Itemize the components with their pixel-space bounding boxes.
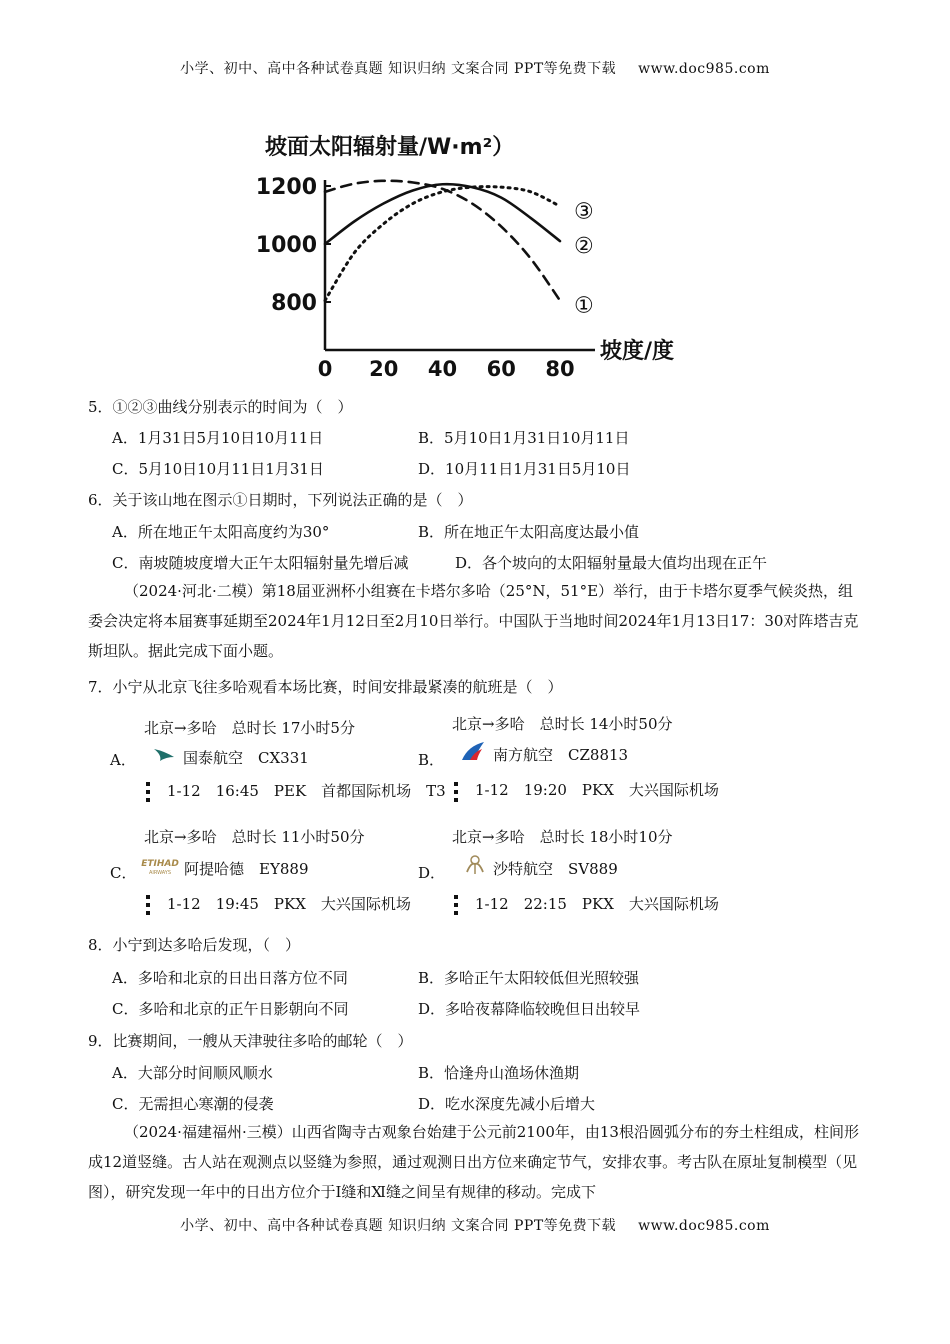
q7-stem: 7．小宁从北京飞往多哈观看本场比赛，时间安排最紧凑的航班是（ ） bbox=[88, 678, 563, 696]
y-tick-labels bbox=[256, 175, 331, 316]
q9-option-d[interactable]: D．吃水深度先减小后增大 bbox=[418, 1095, 596, 1113]
x-tick-label: 40 bbox=[427, 357, 458, 381]
q5-option-b[interactable]: B．5月10日1月31日10月11日 bbox=[418, 429, 630, 447]
q7-b-airline: 南方航空 CZ8813 bbox=[493, 746, 629, 764]
series-line-① bbox=[325, 181, 560, 301]
chart-title: 坡面太阳辐射量/W·m²） bbox=[265, 135, 515, 160]
q9-stem: 9．比赛期间，一艘从天津驶往多哈的邮轮（ ） bbox=[88, 1032, 413, 1050]
saudia-logo-icon bbox=[463, 852, 487, 876]
material-paragraph-2: （2024·福建福州·三模）山西省陶寺古观象台始建于公元前2100年，由13根沿圆弧分布的夯土柱组成，柱间形成12道竖缝。古人站在观测点以竖缝为参照，通过观测日出方位来确定节气，安排农事。考古队在原址复制模型（见图），研究发现一年中的日出方位介于Ⅰ缝和Ⅺ缝之间呈有规律的移动。完成下 bbox=[88, 1123, 859, 1201]
q7-a-detail: 1-12 16:45 PEK 首都国际机场 T3 bbox=[167, 782, 446, 800]
q5-stem: 5．①②③曲线分别表示的时间为（ ） bbox=[88, 398, 353, 416]
y-tick-label: 1000 bbox=[255, 233, 317, 258]
radiation-chart bbox=[255, 128, 695, 383]
q9-option-b[interactable]: B．恰逢舟山渔场休渔期 bbox=[418, 1064, 580, 1082]
dots-icon bbox=[454, 895, 458, 915]
q6-option-d[interactable]: D．各个坡向的太阳辐射量最大值均出现在正午 bbox=[455, 554, 768, 572]
header-text: 小学、初中、高中各种试卷真题 知识归纳 文案合同 PPT等免费下载 bbox=[180, 61, 617, 77]
material-paragraph-1: （2024·河北·二模）第18届亚洲杯小组赛在卡塔尔多哈（25°N，51°E）举行，由于卡塔尔夏季气候炎热，组委会决定将本届赛事延期至2024年1月12日至2月10日举行。中国队于当地时间2024年1月13日17：30对阵塔吉克斯坦队。据此完成下面小题。 bbox=[88, 582, 859, 660]
cathay-logo-icon bbox=[152, 745, 176, 763]
series-line-③ bbox=[325, 187, 560, 301]
q8-option-c[interactable]: C．多哈和北京的正午日影朝向不同 bbox=[112, 1000, 349, 1018]
q8-stem: 8．小宁到达多哈后发现，（ ） bbox=[88, 936, 301, 954]
q7-d-detail: 1-12 22:15 PKX 大兴国际机场 bbox=[475, 895, 719, 913]
x-tick-label: 20 bbox=[369, 357, 399, 381]
series-label: ① bbox=[574, 293, 594, 319]
q9-option-a[interactable]: A．大部分时间顺风顺水 bbox=[112, 1064, 273, 1082]
footer-url: www.doc985.com bbox=[638, 1218, 770, 1234]
q7-b-letter[interactable]: B． bbox=[418, 751, 445, 769]
q8-option-d[interactable]: D．多哈夜幕降临较晚但日出较早 bbox=[418, 1000, 641, 1018]
dots-icon bbox=[146, 782, 150, 802]
q7-a-airline: 国泰航空 CX331 bbox=[183, 749, 309, 767]
y-tick-label: 1200 bbox=[255, 175, 317, 200]
series-line-② bbox=[325, 184, 560, 244]
q7-d-airline: 沙特航空 SV889 bbox=[493, 860, 618, 878]
dots-icon bbox=[454, 782, 458, 802]
x-tick-label: 0 bbox=[317, 357, 333, 381]
x-axis-label: 坡度/度 bbox=[600, 339, 675, 364]
q7-c-route: 北京→多哈 总时长 11小时50分 bbox=[144, 828, 365, 846]
q5-option-a[interactable]: A．1月31日5月10日10月11日 bbox=[112, 429, 324, 447]
q7-b-route: 北京→多哈 总时长 14小时50分 bbox=[452, 715, 673, 733]
page-footer bbox=[0, 1215, 950, 1235]
q8-option-a[interactable]: A．多哈和北京的日出日落方位不同 bbox=[112, 969, 348, 987]
footer-text: 小学、初中、高中各种试卷真题 知识归纳 文案合同 PPT等免费下载 bbox=[180, 1218, 617, 1234]
q6-option-a[interactable]: A．所在地正午太阳高度约为30° bbox=[112, 523, 330, 541]
x-tick-labels bbox=[318, 357, 575, 381]
chart-axes bbox=[325, 180, 595, 350]
q6-stem: 6．关于该山地在图示①日期时，下列说法正确的是（ ） bbox=[88, 491, 473, 509]
q5-option-d[interactable]: D．10月11日1月31日5月10日 bbox=[418, 460, 631, 478]
etihad-logo-icon bbox=[141, 855, 179, 877]
x-tick-label: 60 bbox=[486, 357, 516, 381]
q7-a-route: 北京→多哈 总时长 17小时5分 bbox=[144, 719, 355, 737]
q7-d-letter[interactable]: D． bbox=[418, 864, 446, 882]
series-label: ② bbox=[574, 234, 594, 260]
q9-option-c[interactable]: C．无需担心寒潮的侵袭 bbox=[112, 1095, 274, 1113]
q8-option-b[interactable]: B．多哈正午太阳较低但光照较强 bbox=[418, 969, 640, 987]
svg-text:AIRWAYS: AIRWAYS bbox=[148, 870, 172, 876]
q7-c-letter[interactable]: C． bbox=[110, 864, 137, 882]
q6-option-b[interactable]: B．所在地正午太阳高度达最小值 bbox=[418, 523, 640, 541]
y-tick-label: 800 bbox=[271, 291, 317, 316]
q6-option-c[interactable]: C．南坡随坡度增大正午太阳辐射量先增后减 bbox=[112, 554, 409, 572]
header-url: www.doc985.com bbox=[638, 61, 770, 77]
q7-a-letter[interactable]: A． bbox=[110, 751, 136, 769]
series-label: ③ bbox=[574, 199, 594, 225]
dots-icon bbox=[146, 895, 150, 915]
page-header bbox=[0, 58, 950, 78]
q5-option-c[interactable]: C．5月10日10月11日1月31日 bbox=[112, 460, 324, 478]
svg-text:ETIHAD: ETIHAD bbox=[141, 859, 179, 869]
q7-c-airline: 阿提哈德 EY889 bbox=[184, 860, 309, 878]
x-tick-label: 80 bbox=[545, 357, 575, 381]
csair-logo-icon bbox=[460, 740, 486, 762]
q7-d-route: 北京→多哈 总时长 18小时10分 bbox=[452, 828, 673, 846]
q7-c-detail: 1-12 19:45 PKX 大兴国际机场 bbox=[167, 895, 411, 913]
chart-series bbox=[325, 181, 594, 319]
q7-b-detail: 1-12 19:20 PKX 大兴国际机场 bbox=[475, 781, 719, 799]
